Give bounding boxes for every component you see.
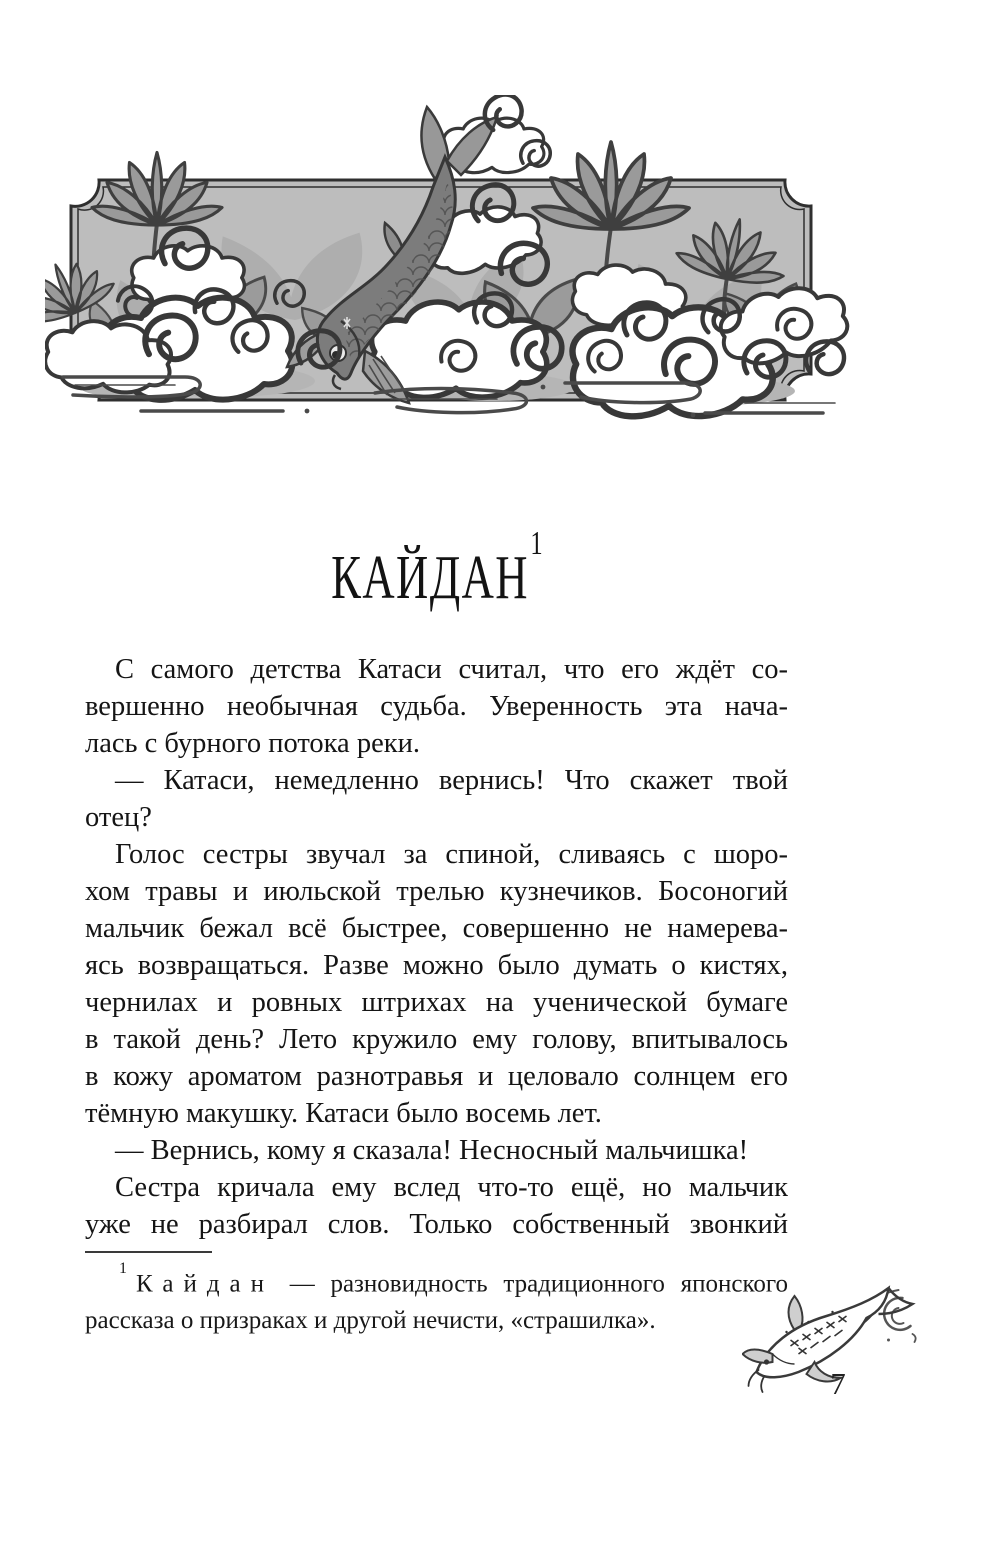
text-line: Сестра кричала ему вслед что-то ещё, но мальчик bbox=[115, 1172, 788, 1203]
chapter-title-text: КАЙДАН bbox=[330, 544, 529, 612]
text-line: — Катаси, немедленно вернись! Что скажет твой bbox=[115, 765, 788, 796]
text-line: мальчик бежал всё быстрее, совершенно не намерева- bbox=[85, 913, 788, 944]
text-line: отец? bbox=[85, 802, 152, 833]
chapter-title bbox=[85, 525, 788, 612]
text-line: в такой день? Лето кружило ему голову, впитывалось bbox=[85, 1024, 788, 1055]
chapter-footnote-reference: 1 bbox=[530, 525, 543, 563]
text-line: — Вернись, кому я сказала! Несносный мальчишка! bbox=[115, 1135, 749, 1166]
footnote-rule bbox=[85, 1251, 212, 1253]
chapter-header-illustration bbox=[45, 95, 865, 430]
text-line: тёмную макушку. Катаси было восемь лет. bbox=[85, 1098, 602, 1129]
text-line: вершенно необычная судьба. Уверенность эта нача- bbox=[85, 691, 788, 722]
text-line: С самого детства Катаси считал, что его ждёт со- bbox=[115, 654, 788, 685]
text-line: чернилах и ровных штрихах на ученической бумаге bbox=[85, 987, 788, 1018]
footnote-definition: — разновидность традиционного японского bbox=[274, 1270, 788, 1298]
text-line: в кожу ароматом разнотравья и целовало солнцем его bbox=[85, 1061, 788, 1092]
text-line: уже не разбирал слов. Только собственный звонкий bbox=[85, 1209, 788, 1240]
text-line: ясь возвращаться. Разве можно было думать о кистях, bbox=[85, 950, 788, 981]
text-line: лась с бурного потока реки. bbox=[85, 728, 420, 759]
body-text bbox=[85, 651, 788, 1243]
koi-lotus-illustration bbox=[45, 95, 865, 430]
footnote-line: рассказа о призраках и другой нечисти, «страшилка». bbox=[85, 1307, 656, 1335]
text-line: Голос сестры звучал за спиной, сливаясь с шоро- bbox=[115, 839, 788, 870]
footnote-marker: 1 bbox=[119, 1260, 127, 1277]
text-line: хом травы и июльской трелью кузнечиков. Босоногий bbox=[85, 876, 788, 907]
footnote-line bbox=[85, 1259, 788, 1302]
page-number: 7 bbox=[830, 1366, 846, 1401]
footnote-term: Кайдан bbox=[136, 1270, 275, 1298]
footnote bbox=[85, 1259, 788, 1339]
